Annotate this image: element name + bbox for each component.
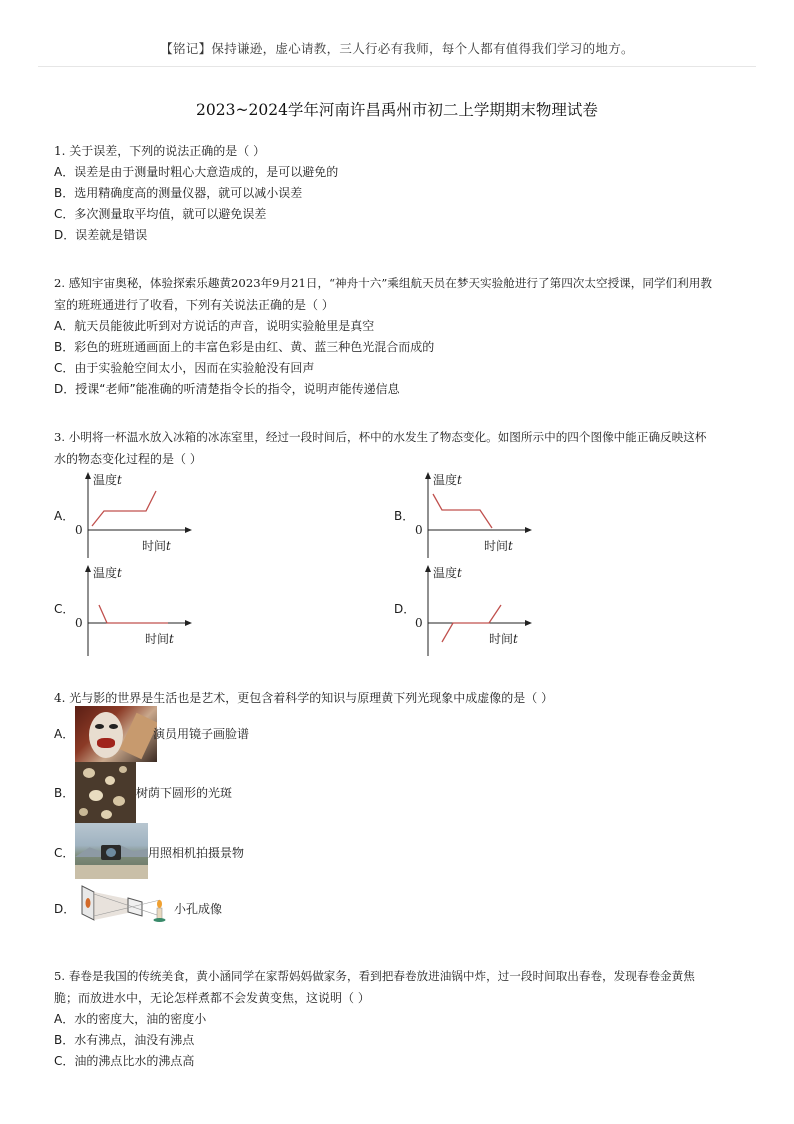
question-2-option-c: C．由于实验舱空间太小，因而在实验舱没有回声 xyxy=(54,361,315,375)
graph-c-curve xyxy=(99,605,168,623)
svg-text:温度t xyxy=(433,472,462,487)
light-spots-photo xyxy=(75,762,136,823)
graph-d-x-var: t xyxy=(513,632,518,646)
svg-text:温度t xyxy=(93,565,122,580)
graph-a xyxy=(72,470,192,560)
graph-b xyxy=(412,470,532,560)
question-4-option-b-letter: B． xyxy=(54,786,75,800)
question-1-option-d: D．误差就是错误 xyxy=(54,228,148,242)
graph-b-x-label: 时间 xyxy=(484,539,509,553)
graph-a-x-var: t xyxy=(166,539,171,553)
graph-b-origin: 0 xyxy=(415,523,423,537)
camera-landscape-photo xyxy=(75,823,148,879)
question-3-stem-line2: 水的物态变化过程的是（ ） xyxy=(54,452,202,466)
graph-d-y-arrow xyxy=(425,565,431,572)
graph-a-y-var: t xyxy=(117,473,122,487)
svg-text:时间t xyxy=(484,538,513,553)
question-4-option-b-text: 树荫下圆形的光斑 xyxy=(136,786,233,800)
svg-text:温度t xyxy=(433,565,462,580)
question-1-option-c: C．多次测量取平均值，就可以避免误差 xyxy=(54,207,267,221)
question-5-stem-line2: 脆；而放进水中，无论怎样煮都不会发黄变焦，这说明（ ） xyxy=(54,991,370,1005)
graph-d-y-var: t xyxy=(457,566,462,580)
question-5-option-a: A．水的密度大，油的密度小 xyxy=(54,1012,207,1026)
svg-text:时间t xyxy=(489,631,518,646)
question-1-option-b: B．选用精确度高的测量仪器，就可以减小误差 xyxy=(54,186,303,200)
question-4-option-a-text: 演员用镜子画脸谱 xyxy=(153,727,250,741)
question-2-option-a: A．航天员能彼此听到对方说话的声音，说明实验舱里是真空 xyxy=(54,319,375,333)
graph-b-curve xyxy=(433,494,492,528)
question-5-stem-line1: 5. 春卷是我国的传统美食，黄小涵同学在家帮妈妈做家务，看到把春卷放进油锅中炸，过一段时间取出春卷，发现春卷金黄焦 xyxy=(54,969,695,983)
question-5-option-c: C．油的沸点比水的沸点高 xyxy=(54,1054,195,1068)
graph-b-y-label: 温度 xyxy=(433,473,458,487)
graph-a-label: A． xyxy=(54,509,75,523)
graph-b-label: B． xyxy=(394,509,415,523)
question-2-option-d: D．授课“老师”能准确的听清楚指令长的指令，说明声能传递信息 xyxy=(54,382,400,396)
svg-text:温度t xyxy=(93,472,122,487)
question-4-option-c-letter: C． xyxy=(54,846,75,860)
svg-text:时间t xyxy=(142,538,171,553)
question-4-option-d-letter: D． xyxy=(54,902,76,916)
question-2-stem-line1: 2. 感知宇宙奥秘，体验探索乐趣黄2023年9月21日，“神舟十六”乘组航天员在梦天实验舱进行了第四次太空授课，同学们利用教 xyxy=(54,276,712,290)
graph-d-x-arrow xyxy=(525,620,532,626)
graph-b-x-var: t xyxy=(508,539,513,553)
header-note: 【铭记】保持谦逊，虚心请教，三人行必有我师，每个人都有值得我们学习的地方。 xyxy=(160,41,634,56)
question-2-option-b: B．彩色的班班通画面上的丰富色彩是由红、黄、蓝三种色光混合而成的 xyxy=(54,340,435,354)
opera-mirror-photo xyxy=(75,706,157,762)
question-4-option-a-letter: A． xyxy=(54,727,75,741)
question-3-stem-line1: 3. 小明将一杯温水放入冰箱的冰冻室里，经过一段时间后，杯中的水发生了物态变化。如图所示中的四个图像中能正确反映这杯 xyxy=(54,430,707,444)
graph-c-label: C． xyxy=(54,602,75,616)
graph-a-origin: 0 xyxy=(75,523,83,537)
graph-b-y-arrow xyxy=(425,472,431,479)
graph-c-origin: 0 xyxy=(75,616,83,630)
graph-d-y-label: 温度 xyxy=(433,566,458,580)
question-5-option-b: B．水有沸点，油没有沸点 xyxy=(54,1033,195,1047)
graph-c-y-arrow xyxy=(85,565,91,572)
graph-c-y-var: t xyxy=(117,566,122,580)
graph-a-curve xyxy=(92,491,156,526)
graph-b-x-arrow xyxy=(525,527,532,533)
graph-c-y-label: 温度 xyxy=(93,566,118,580)
page-title: 2023~2024学年河南许昌禹州市初二上学期期末物理试卷 xyxy=(196,101,598,119)
pinhole-diagram xyxy=(76,882,174,924)
graph-c xyxy=(72,563,192,658)
question-4-stem: 4. 光与影的世界是生活也是艺术，更包含着科学的知识与原理黄下列光现象中成虚像的是（ ） xyxy=(54,691,554,705)
graph-d-origin: 0 xyxy=(415,616,423,630)
graph-d xyxy=(412,563,532,658)
graph-c-x-label: 时间 xyxy=(145,632,170,646)
candle-flame xyxy=(157,900,162,908)
graph-d-x-label: 时间 xyxy=(489,632,514,646)
question-1-stem: 1. 关于误差，下列的说法正确的是（ ） xyxy=(54,144,266,158)
svg-text:时间t xyxy=(145,631,174,646)
question-4-option-d-text: 小孔成像 xyxy=(174,902,223,916)
graph-a-x-label: 时间 xyxy=(142,539,167,553)
question-1-option-a: A．误差是由于测量时粗心大意造成的，是可以避免的 xyxy=(54,165,339,179)
graph-b-y-var: t xyxy=(457,473,462,487)
graph-d-label: D． xyxy=(394,602,416,616)
header-divider xyxy=(38,66,756,67)
graph-a-x-arrow xyxy=(185,527,192,533)
candle-base xyxy=(154,918,166,922)
graph-a-y-label: 温度 xyxy=(93,473,118,487)
graph-a-y-arrow xyxy=(85,472,91,479)
question-4-option-c-text: 用照相机拍摄景物 xyxy=(148,846,245,860)
question-2-stem-line2: 室的班班通进行了收看，下列有关说法正确的是（ ） xyxy=(54,298,334,312)
graph-c-x-var: t xyxy=(169,632,174,646)
inverted-image xyxy=(86,898,91,908)
graph-c-x-arrow xyxy=(185,620,192,626)
